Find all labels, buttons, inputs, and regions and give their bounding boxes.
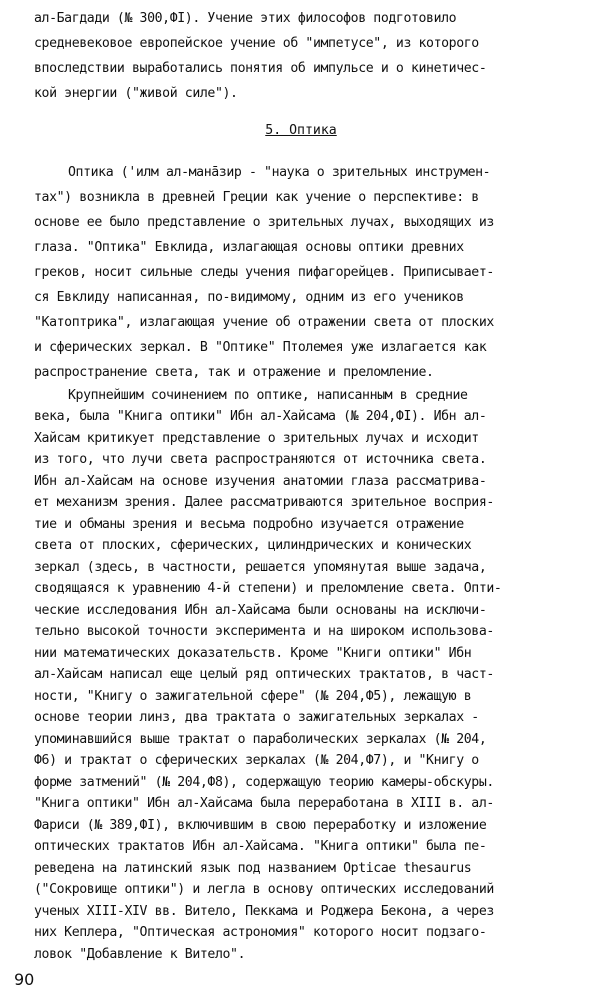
- text-line: тие и обманы зрения и весьма подробно изучается отражение: [34, 516, 464, 532]
- text-line: нии математических доказательств. Кроме "Книги оптики" Ибн: [34, 645, 472, 661]
- text-line: Крупнейшим сочинением по оптике, написанным в средние: [68, 388, 468, 403]
- section-heading: [0, 118, 602, 143]
- text-line: "Книга оптики" Ибн ал-Хайсама была переработана в XIII в. ал-: [34, 796, 494, 812]
- text-line: ал-Багдади (№ 300,ФI). Учение этих философов подготовило: [34, 11, 457, 26]
- text-line: оптических трактатов Ибн ал-Хайсама. "Книга оптики" была пе-: [34, 839, 487, 855]
- text-line: и сферических зеркал. В "Оптике" Птолемея уже излагается как: [34, 340, 487, 355]
- text-line: ет механизм зрения. Далее рассматриваются зрительное восприя-: [34, 495, 494, 511]
- text-line: ся Евклиду написанная, по-видимому, одним из его учеников: [34, 290, 464, 305]
- text-line: основе ее было представление о зрительных лучах, выходящих из: [34, 215, 494, 230]
- text-line: впоследствии выработались понятия об импульсе и о кинетичес-: [34, 61, 487, 76]
- text-line: века, была "Книга оптики" Ибн ал-Хайсама (№ 204,ФI). Ибн ал-: [34, 409, 487, 425]
- text-line: греков, носит сильные следы учения пифагорейцев. Приписывает-: [34, 265, 494, 280]
- text-line: основе теории линз, два трактата о зажигательных зеркалах -: [34, 710, 479, 726]
- page-number: 90: [14, 970, 35, 989]
- text-line: зеркал (здесь, в частности, решается упомянутая выше задача,: [34, 559, 487, 575]
- text-line: Ибн ал-Хайсам на основе изучения анатомии глаза рассматрива-: [34, 473, 487, 489]
- text-line: ческие исследования Ибн ал-Хайсама были основаны на исключи-: [34, 602, 487, 618]
- text-line: тах") возникла в древней Греции как учение о перспективе: в: [34, 190, 479, 205]
- text-line: средневековое европейское учение об "импетусе", из которого: [34, 36, 479, 51]
- text-line: глаза. "Оптика" Евклида, излагающая основы оптики древних: [34, 240, 464, 255]
- text-line: Фариси (№ 389,ФI), включившим в свою переработку и изложение: [34, 817, 487, 833]
- text-line: Хайсам критикует представление о зрительных лучах и исходит: [34, 430, 479, 446]
- text-line: ловок "Добавление к Витело".: [34, 946, 246, 962]
- text-line: ("Сокровище оптики") и легла в основу оптических исследований: [34, 882, 494, 898]
- text-line: ал-Хайсам написал еще целый ряд оптических трактатов, в част-: [34, 667, 494, 683]
- text-line: реведена на латинский язык под названием Opticae thesaurus: [34, 860, 472, 876]
- text-line: ности, "Книгу о зажигательной сфере" (№ 204,Ф5), лежащую в: [34, 688, 472, 704]
- text-line: упоминавшийся выше трактат о параболических зеркалах (№ 204,: [34, 731, 487, 747]
- section-heading-text: 5. Оптика: [265, 123, 337, 138]
- text-line: сводящаяся к уравнению 4-й степени) и преломление света. Опти-: [34, 581, 502, 597]
- text-line: "Катоптрика", излагающая учение об отражении света от плоских: [34, 315, 494, 330]
- text-line: ученых XIII-XIV вв. Витело, Пеккама и Роджера Бекона, а через: [34, 903, 494, 919]
- text-line: Ф6) и трактат о сферических зеркалах (№ 204,Ф7), и "Книгу о: [34, 753, 479, 769]
- text-line: форме затмений" (№ 204,Ф8), содержащую теорию камеры-обскуры.: [34, 774, 494, 790]
- text-line: из того, что лучи света распространяются от источника света.: [34, 452, 487, 468]
- text-line: Оптика ('илм ал-манāзир - "наука о зрительных инструмен-: [68, 165, 491, 180]
- text-line: света от плоских, сферических, цилиндрических и конических: [34, 538, 472, 554]
- text-line: распространение света, так и отражение и преломление.: [34, 365, 434, 380]
- text-line: кой энергии ("живой силе").: [34, 86, 238, 101]
- text-line: тельно высокой точности эксперимента и на широком использова-: [34, 624, 494, 640]
- text-line: них Кеплера, "Оптическая астрономия" которого носит подзаго-: [34, 925, 487, 941]
